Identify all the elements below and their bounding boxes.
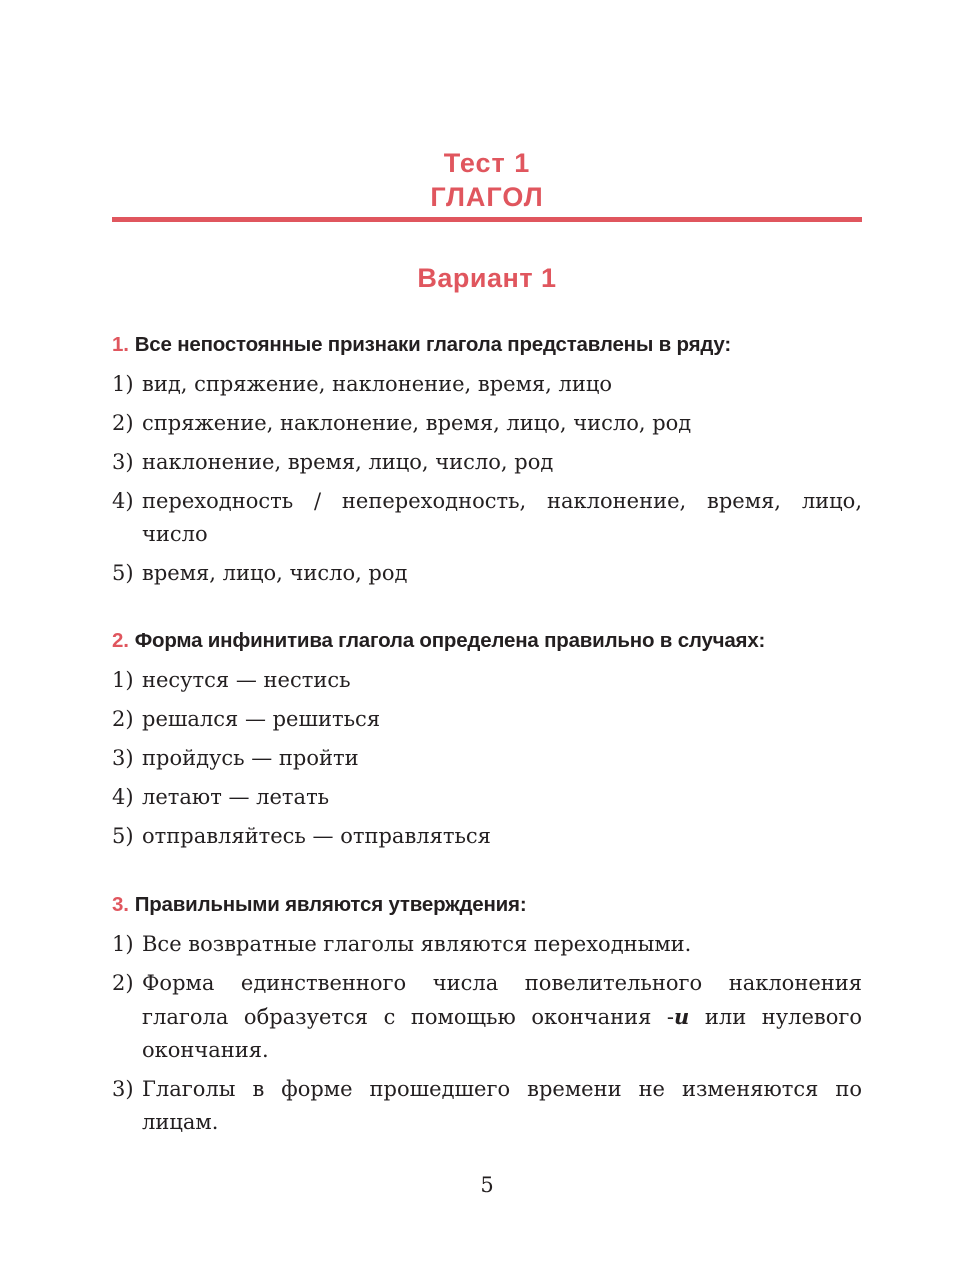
option-text: отправляйтесь — отправляться [142,824,491,848]
question-prompt [112,330,862,360]
page-number: 5 [480,1173,494,1197]
question-1 [112,330,862,596]
option-number: 4) [112,785,134,809]
option-text: наклонение, время, лицо, число, род [142,450,554,474]
option-number: 3) [112,746,134,770]
answer-option [112,928,862,961]
answer-option [112,742,862,775]
question-text: Все непостоянные признаки глагола представлены в ряду: [134,333,731,356]
answer-option [112,407,862,440]
question-prompt [112,890,862,920]
question-3 [112,890,862,1145]
option-number: 1) [112,668,134,692]
option-text: пройдусь — пройти [142,746,359,770]
answer-option [112,781,862,814]
question-text: Форма инфинитива глагола определена правильно в случаях: [134,629,766,652]
ending-emphasis: и [674,1004,690,1029]
option-number: 3) [112,1077,134,1101]
option-text-before: Форма единственного числа повелительного наклонения глагола образуется с помощью окончания - [142,971,862,1029]
answer-option [112,820,862,853]
option-text-after: или нулевого окончания. [142,1005,863,1062]
option-text: несутся — нестись [142,668,351,692]
option-number: 3) [112,450,134,474]
question-number: 3. [112,893,129,916]
test-label: Тест 1 [443,148,531,178]
option-text: переходность / непереходность, наклонение, время, лицо, число [142,489,862,546]
question-2 [112,626,862,859]
option-text: решался — решиться [142,707,381,731]
answer-option [112,664,862,697]
option-text: летают — летать [142,785,330,809]
test-topic: ГЛАГОЛ [430,182,544,212]
option-number: 2) [112,411,134,435]
option-text: время, лицо, число, род [142,561,408,585]
question-number: 1. [112,333,129,356]
option-number: 4) [112,489,134,513]
option-text: вид, спряжение, наклонение, время, лицо [142,372,612,396]
question-number: 2. [112,629,129,652]
option-text: Все возвратные глаголы являются переходными. [142,932,692,956]
option-text: Глаголы в форме прошедшего времени не изменяются по лицам. [142,1077,862,1134]
answer-option [112,485,862,551]
option-number: 1) [112,932,134,956]
option-number: 2) [112,971,134,995]
title-divider [112,217,862,222]
answer-option [112,368,862,401]
option-text: спряжение, наклонение, время, лицо, число, род [142,411,692,435]
answer-option [112,446,862,479]
option-text [142,967,862,1067]
answer-option [112,1073,862,1139]
textbook-page [112,0,862,1270]
question-prompt [112,626,862,656]
option-number: 5) [112,824,134,848]
option-number: 5) [112,561,134,585]
test-title [112,146,862,214]
option-number: 1) [112,372,134,396]
answer-option [112,967,862,1067]
answer-option [112,557,862,590]
answer-option [112,703,862,736]
variant-heading: Вариант 1 [417,263,557,293]
question-text: Правильными являются утверждения: [134,893,527,916]
option-number: 2) [112,707,134,731]
